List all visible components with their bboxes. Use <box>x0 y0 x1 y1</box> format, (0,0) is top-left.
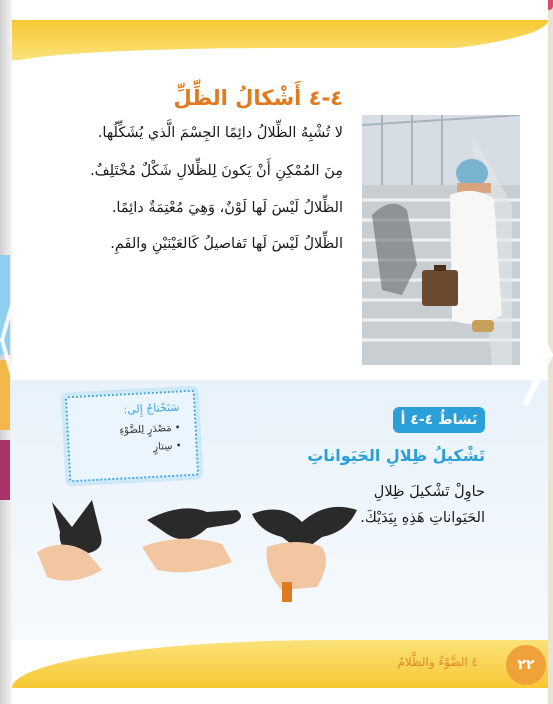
materials-title: سَتَحْتاجُ إِلى: <box>123 400 180 417</box>
section-title: ٤-٤ أَشْكالُ الظِّلِّ <box>173 86 343 110</box>
bird-shadow <box>252 507 357 602</box>
page-number: ٢٢ <box>506 645 546 685</box>
chevron-left-icon[interactable] <box>0 300 14 380</box>
activity-title: تَشْكيلُ ظِلالِ الحَيَواناتِ <box>307 446 485 465</box>
activity-line-1: حاوِلْ تَشْكيلَ ظِلالِ <box>373 484 485 500</box>
materials-item-screen: • سِتارٍ <box>152 440 182 453</box>
chevron-right-icon[interactable] <box>520 300 553 410</box>
top-band <box>12 0 548 20</box>
section-line-2: مِنَ المُمْكِنِ أَنْ يَكونَ لِلظِّلالِ شَكْلٌ مُخْتَلِفٌ. <box>90 163 343 179</box>
section-line-1: لا تُشْبِهُ الظِّلالُ دائِمًا الجِسْمَ الَّذي يُشَكِّلُها. <box>97 125 343 141</box>
activity-badge: نَشاطُ ٤-٤ أ <box>393 407 485 433</box>
left-tab-magenta <box>0 440 10 500</box>
rabbit-shadow <box>37 500 102 581</box>
chapter-label: ٤ الضَّوْءُ والظَّلامُ <box>397 655 478 669</box>
materials-item-light-source: • مَصْدَرٍ لِلضَّوْءِ <box>119 422 181 437</box>
hand-shadow-illustrations <box>32 492 372 602</box>
book-page <box>12 0 548 704</box>
duck-shadow <box>142 508 241 572</box>
section-line-4: الظِّلالُ لَيْسَ لَها تَفاصيلُ كَالعَيْنَيْنِ والفَمِ. <box>110 236 343 252</box>
man-on-stairs-photo <box>362 115 520 365</box>
section-line-3: الظِّلالُ لَيْسَ لَها لَوْنٌ، وَهِيَ مُعْتِمَةٌ دائِمًا. <box>111 200 343 216</box>
materials-box <box>65 390 199 483</box>
activity-line-2: الحَيَواناتِ هَذِهِ بِيَدَيْكَ. <box>360 510 485 526</box>
